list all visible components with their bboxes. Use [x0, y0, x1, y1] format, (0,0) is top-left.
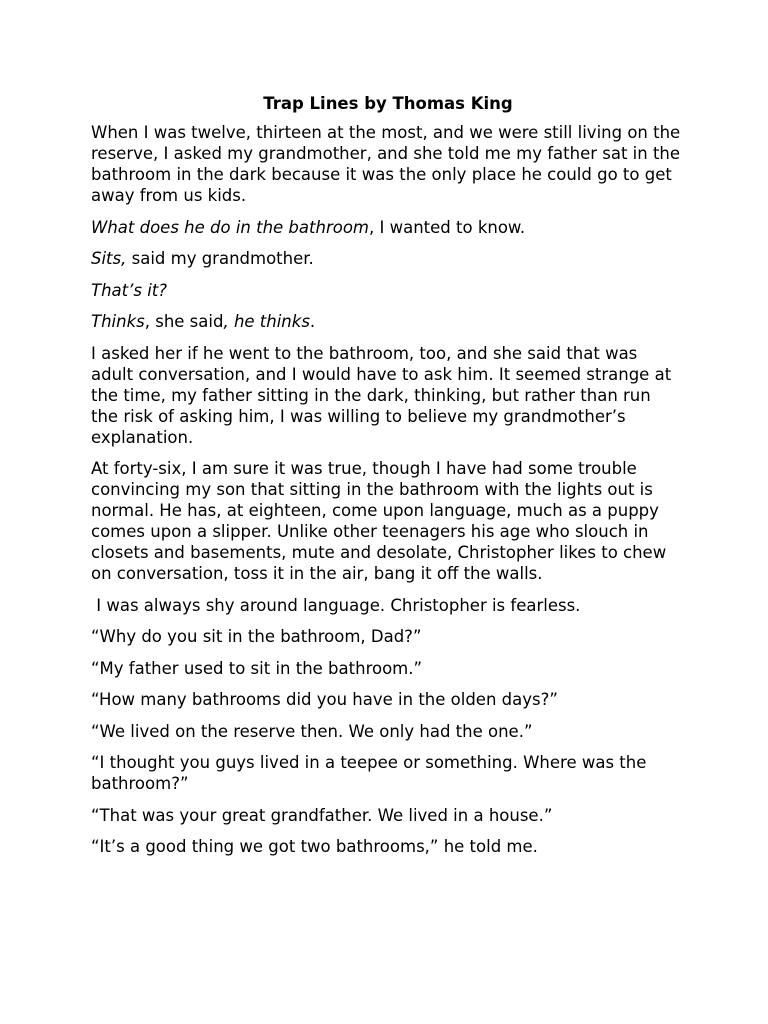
body-paragraph — [91, 595, 681, 616]
text-run: , she said — [144, 312, 224, 331]
document-title: Trap Lines by Thomas King — [263, 94, 513, 113]
body-paragraph — [91, 721, 681, 742]
italic-text-run: Thinks — [91, 312, 145, 331]
body-paragraph — [91, 658, 681, 679]
body-paragraph — [91, 752, 681, 794]
italic-text-run: That’s it? — [91, 280, 168, 300]
text-run: When I was twelve, thirteen at the most, and we were still living on the reserve, I asked my grandmother, and she told me my father sat in the bathroom in the dark because it was the only place he could go to get away from us kids. — [91, 123, 686, 205]
text-run: “My father used to sit in the bathroom.” — [91, 658, 423, 678]
text-run: At forty-six, I am sure it was true, though I have had some trouble convincing my son that sitting in the bathroom with the lights out is normal. He has, at eighteen, come upon language, much as a puppy comes upon a slipper. Unlike other teenagers his age who slouch in closets and basements, mute and desolate, Christopher likes to chew on conversation, toss it in the air, bang it off the walls. — [91, 459, 672, 583]
text-run: “We lived on the reserve then. We only had the one.” — [91, 721, 533, 741]
text-run: “I thought you guys lived in a teepee or something. Where was the bathroom?” — [91, 753, 652, 793]
italic-text-run: What does he do in the bathroom — [91, 217, 369, 237]
text-run: I was always shy around language. Christopher is fearless. — [91, 595, 581, 615]
italic-text-run: , he thinks — [223, 312, 310, 331]
body-paragraph — [91, 122, 686, 206]
text-run: “It’s a good thing we got two bathrooms,” he told me. — [91, 837, 538, 856]
document-body — [91, 122, 686, 857]
text-run: “That was your great grandfather. We lived in a house.” — [91, 805, 553, 825]
italic-text-run: Sits, — [91, 249, 127, 268]
body-paragraph — [91, 280, 681, 301]
text-run: . — [309, 312, 316, 331]
body-paragraph — [91, 836, 681, 857]
text-run: “Why do you sit in the bathroom, Dad?” — [91, 627, 422, 646]
body-paragraph — [91, 311, 681, 332]
text-run: I asked her if he went to the bathroom, too, and she said that was adult conversation, and I would have to ask him. It seemed strange at the time, my father sitting in the dark, thinking, but rather than run the risk of asking him, I was willing to believe my grandmother’s explanation. — [91, 343, 677, 447]
body-paragraph — [91, 458, 681, 584]
text-run: , I wanted to know. — [369, 217, 526, 237]
text-run: said my grandmother. — [126, 249, 314, 268]
body-paragraph — [91, 248, 681, 269]
text-run: “How many bathrooms did you have in the olden days?” — [91, 690, 558, 709]
body-paragraph — [91, 626, 681, 647]
document-page — [91, 94, 686, 868]
body-paragraph — [91, 343, 681, 448]
body-paragraph — [91, 217, 681, 238]
body-paragraph — [91, 689, 681, 710]
body-paragraph — [91, 805, 681, 826]
